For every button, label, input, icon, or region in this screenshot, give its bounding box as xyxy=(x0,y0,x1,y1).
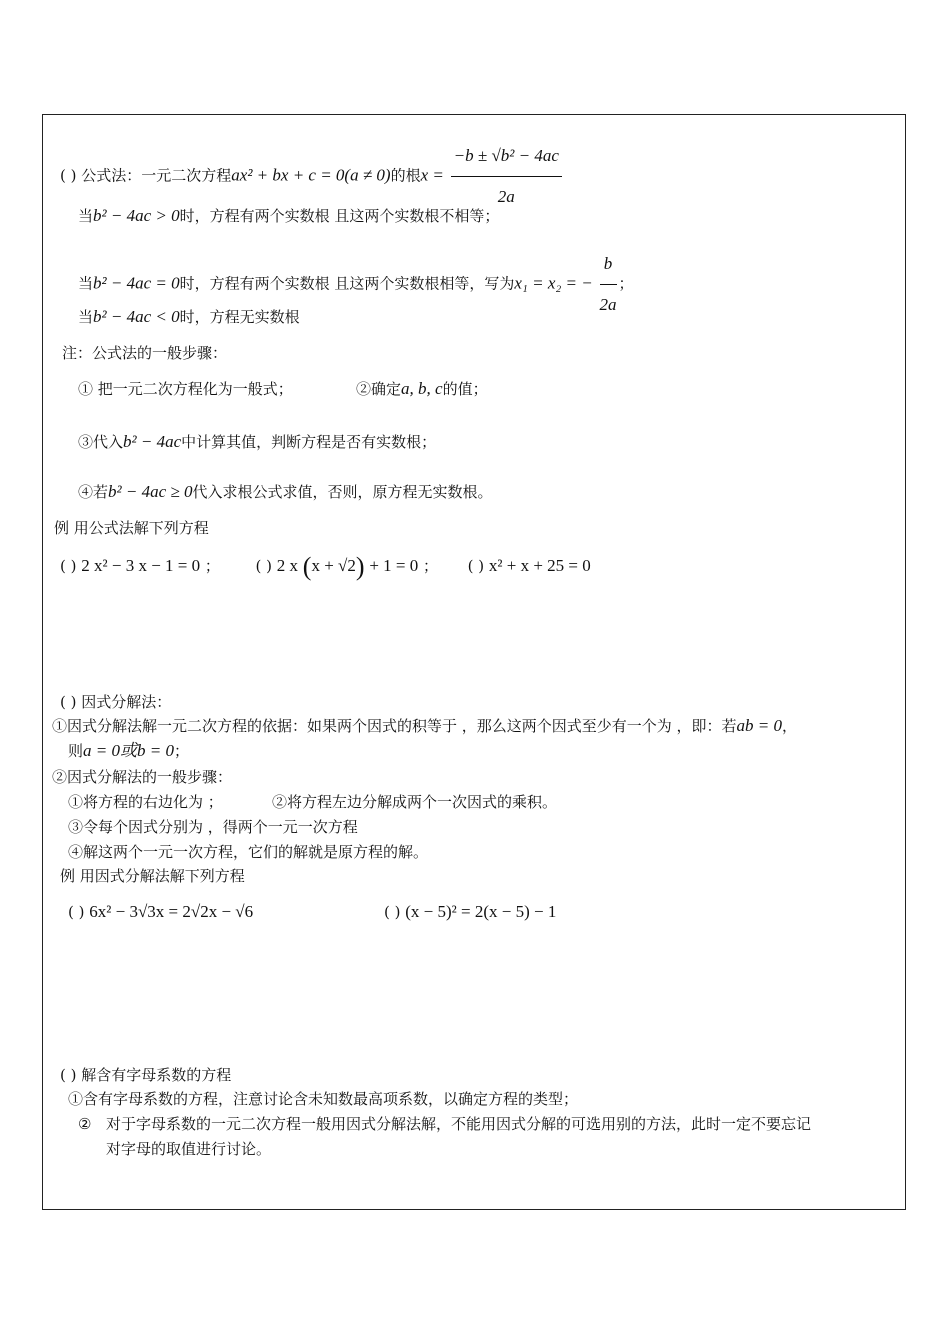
example2-eq-1-row xyxy=(68,900,253,924)
case3-math: b² − 4ac < 0 xyxy=(93,307,180,326)
step2-math: a, b, c xyxy=(401,379,443,398)
formula-denominator: 2a xyxy=(497,187,515,206)
case2-text: 时，方程有两个实数根 且这两个实数根相等，写为 xyxy=(179,274,515,293)
basis-text: ①因式分解法解一元二次方程的依据：如果两个因式的积等于 ，那么这两个因式至少有一个为 ，即：若 xyxy=(52,717,737,735)
double-root-numerator: b xyxy=(600,246,617,285)
factoring-heading xyxy=(60,692,171,712)
root-label: 的根 xyxy=(390,166,421,185)
literal-item-2-line2: 对字母的取值进行讨论。 xyxy=(106,1140,272,1158)
basis-line2-end: ； xyxy=(173,742,189,760)
literal-item-2-num: ② xyxy=(78,1115,92,1133)
example1-paren-3: ( ) xyxy=(467,557,485,575)
literal-item-1: ①含有字母系数的方程，注意讨论含未知数最高项系数，以确定方程的类型； xyxy=(68,1090,579,1108)
open-paren-big: ( xyxy=(302,552,312,581)
case1-text: 时，方程有两个实数根 且这两个实数根不相等； xyxy=(179,207,500,225)
step4-math: b² − 4ac ≥ 0 xyxy=(108,482,193,501)
section1-paren: ( ) xyxy=(60,166,77,185)
factoring-step-1: ①将方程的右边化为 ； xyxy=(68,793,223,811)
note-step-2 xyxy=(356,379,488,399)
factoring-steps-title: ②因式分解法的一般步骤： xyxy=(52,768,233,786)
formula-heading xyxy=(60,138,564,215)
step3-math: b² − 4ac xyxy=(123,432,182,451)
example2-paren-1: ( ) xyxy=(68,903,85,921)
general-equation: ax² + bx + c = 0(a ≠ 0) xyxy=(231,165,391,185)
step2-prefix: ②确定 xyxy=(356,380,402,398)
note-step-3 xyxy=(78,432,436,452)
example1-title: 例 用公式法解下列方程 xyxy=(54,519,209,537)
factoring-basis-line2 xyxy=(68,741,189,761)
basis-math: ab = 0 xyxy=(736,716,783,735)
example1-eq-2a: 2 x xyxy=(276,556,298,575)
case-positive xyxy=(78,206,499,226)
step4-text: 代入求根公式求值，否则，原方程无实数根。 xyxy=(192,483,493,501)
step3-text: 中计算其值，判断方程是否有实数根； xyxy=(181,433,437,451)
step4-prefix: ④若 xyxy=(78,483,109,501)
section3-title: 解含有字母系数的方程 xyxy=(81,1066,232,1084)
note-step-4 xyxy=(78,482,492,502)
example2-title: 例 用因式分解法解下列方程 xyxy=(60,867,245,885)
close-paren-big: ) xyxy=(355,552,365,581)
case2-prefix: 当 xyxy=(78,274,94,293)
factoring-step-3: ③令每个因式分别为 ，得两个一元一次方程 xyxy=(68,818,358,836)
formula-numerator: −b ± √b² − 4ac xyxy=(451,138,562,177)
section2-title: 因式分解法： xyxy=(81,693,172,711)
basis-line2-math: a = 0或b = 0 xyxy=(83,741,174,760)
x-equals: x = xyxy=(420,165,444,185)
example1-eq-2c: + 1 = 0 xyxy=(369,556,419,575)
example2-eq-2: (x − 5)² = 2(x − 5) − 1 xyxy=(405,902,557,921)
basis-line2-prefix: 则 xyxy=(68,742,84,760)
example1-paren-2: ( ) xyxy=(255,557,272,575)
case2-roots: x₁ = x₂ = − xyxy=(514,273,593,293)
example1-eq-3: x² + x + 25 = 0 xyxy=(488,556,591,575)
case2-end: ； xyxy=(618,274,634,293)
step3-prefix: ③代入 xyxy=(78,433,124,451)
factoring-basis xyxy=(52,716,797,736)
quadratic-formula-fraction xyxy=(451,138,562,215)
section3-paren: ( ) xyxy=(60,1066,77,1084)
example1-eq-2b: x + √2 xyxy=(311,556,356,575)
example1-eq-1: 2 x² − 3 x − 1 = 0 xyxy=(81,556,201,575)
case1-prefix: 当 xyxy=(78,207,94,225)
example1-sep-2: ； xyxy=(423,557,439,575)
section1-title: 公式法：一元二次方程 xyxy=(81,166,232,185)
literal-heading xyxy=(60,1065,231,1085)
case3-text: 时，方程无实数根 xyxy=(179,308,300,326)
note-step-1: ① 把一元二次方程化为一般式； xyxy=(78,380,293,398)
section2-paren: ( ) xyxy=(60,693,77,711)
case3-prefix: 当 xyxy=(78,308,94,326)
factoring-step-2: ②将方程左边分解成两个一次因式的乘积。 xyxy=(272,793,558,811)
case2-math: b² − 4ac = 0 xyxy=(93,273,180,293)
example1-paren-1: ( ) xyxy=(60,557,77,575)
case-negative xyxy=(78,307,300,327)
example1-equations xyxy=(60,552,591,581)
example2-eq-1: 6x² − 3√3x = 2√2x − √6 xyxy=(89,902,254,921)
example2-paren-2: ( ) xyxy=(384,903,401,921)
example2-eq-2-row xyxy=(384,900,556,924)
literal-item-2-line1: 对于字母系数的一元二次方程一般用因式分解法解，不能用因式分解的可选用别的方法，此时一定不要忘记 xyxy=(106,1115,812,1133)
case1-math: b² − 4ac > 0 xyxy=(93,206,180,225)
step2-text: 的值； xyxy=(442,380,488,398)
double-root-fraction xyxy=(600,246,617,323)
example1-sep-1: ； xyxy=(204,557,220,575)
factoring-step-4: ④解这两个一元一次方程，它们的解就是原方程的解。 xyxy=(68,843,429,861)
double-root-denominator: 2a xyxy=(599,295,617,314)
basis-end: ， xyxy=(782,717,798,735)
note-title: 注：公式法的一般步骤： xyxy=(62,344,228,362)
